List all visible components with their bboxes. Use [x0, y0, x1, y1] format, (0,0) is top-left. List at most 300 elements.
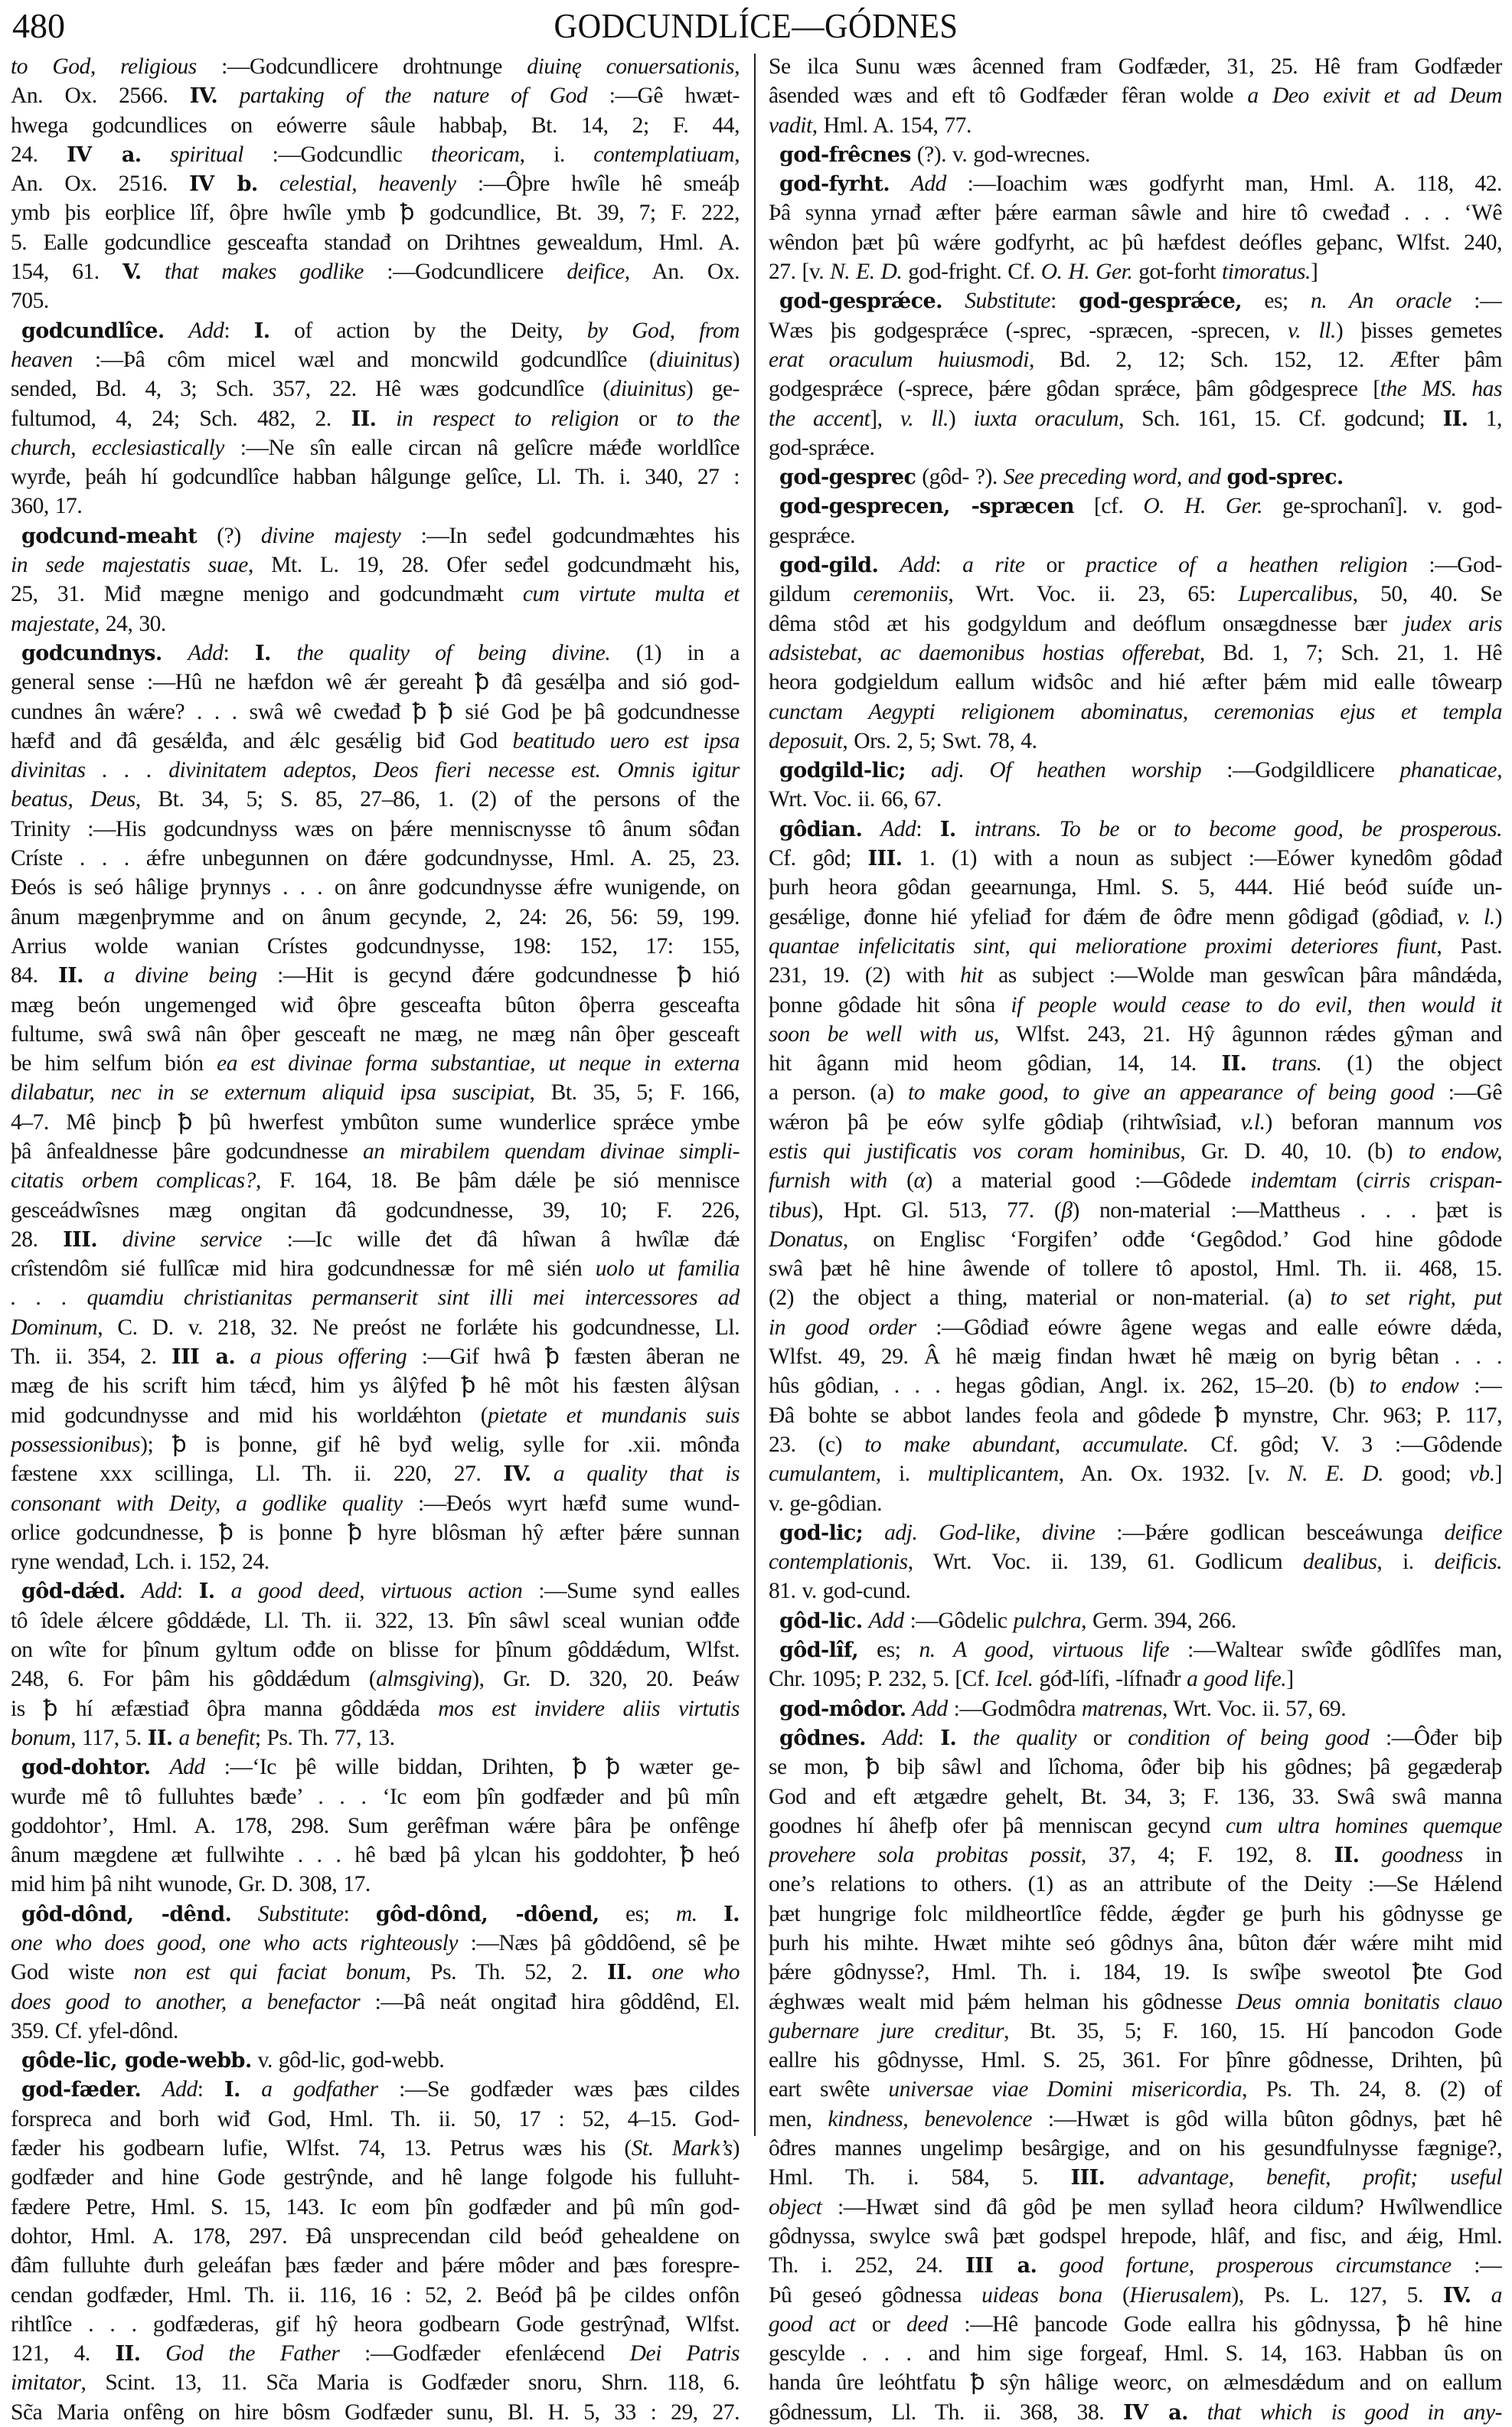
text-line — [769, 81, 1502, 110]
italic-text: trans. — [1272, 1051, 1322, 1076]
entry-headline — [769, 140, 1502, 169]
roman-text — [126, 1579, 142, 1603]
headword: god-fæder. — [21, 2078, 142, 2102]
text-line — [11, 1929, 740, 1958]
roman-text: 359. Cf. yfel-dônd. — [11, 2018, 178, 2043]
italic-text: a benefit — [178, 1725, 255, 1750]
text-line — [11, 1225, 740, 1254]
italic-text: practice of a heathen religion — [1086, 553, 1408, 578]
text-line — [11, 198, 740, 227]
text-line — [11, 1723, 740, 1752]
headword: gôdnes. — [779, 1726, 866, 1750]
headword: god-lic; — [779, 1521, 864, 1545]
roman-text: :—Hê þancode Gode eallra his gôdnyssa, ꝥ hê hine — [947, 2311, 1502, 2337]
roman-text — [142, 142, 171, 167]
italic-text: non est qui faciat bonum — [133, 1960, 406, 1985]
italic-text: Add — [868, 1608, 904, 1633]
roman-text: swâ þæt hê hine âwende of tollere tô apostol, Hml. Th. ii. 468, 15. — [769, 1256, 1502, 1282]
roman-text: :—Sume synd ealles — [522, 1579, 740, 1604]
text-line — [769, 228, 1502, 257]
italic-text: a pious offering — [250, 1344, 407, 1370]
roman-text: Đâ bohte se abbot landes feola and gôdede ꝥ mynstre, Chr. 963; P. 117, — [769, 1403, 1502, 1428]
text-line — [769, 2017, 1502, 2046]
text-line — [769, 2163, 1502, 2192]
roman-text: , Ors. 2, 5; Swt. 78, 4. — [842, 728, 1037, 753]
roman-text — [173, 1726, 179, 1750]
roman-text: :—Godfæder efenlǽcend — [339, 2341, 630, 2367]
roman-text: :— — [1451, 2253, 1502, 2278]
italic-text: God the Father — [165, 2341, 340, 2367]
roman-text: orlice godcundnesse, ꝥ is þonne ꝥ hyre blôsman hŷ æfter þǽre sunnan — [11, 1520, 740, 1545]
text-line — [11, 815, 740, 844]
text-line — [769, 2222, 1502, 2251]
text-line — [769, 1166, 1502, 1195]
roman-text: 28. — [11, 1227, 64, 1252]
text-line — [11, 932, 740, 961]
roman-text: :—Gê hwæt- — [587, 83, 740, 109]
italic-text: good act — [769, 2311, 856, 2337]
text-line — [769, 345, 1502, 374]
text-line — [769, 2251, 1502, 2280]
headword: gôd-lîf, — [779, 1638, 859, 1663]
roman-text: god-sprǽce. — [769, 435, 875, 460]
text-line — [11, 1430, 740, 1459]
roman-text: (?). v. god-wrecnes. — [910, 142, 1090, 167]
text-line — [769, 2281, 1502, 2310]
entry-headline — [11, 1899, 740, 1929]
roman-text: ( — [887, 1168, 914, 1194]
text-line — [11, 2310, 740, 2339]
italic-text: an mirabilem quendam divinae simpli- — [363, 1138, 740, 1164]
text-line — [11, 492, 740, 521]
roman-text: 81. v. god-cund. — [769, 1579, 911, 1604]
roman-text: ), Gr. D. 320, 20. Þeáw — [472, 1667, 740, 1692]
roman-text — [862, 817, 880, 841]
text-line — [769, 2193, 1502, 2222]
text-line — [11, 1988, 740, 2017]
text-line — [769, 1137, 1502, 1166]
roman-text: wǽron þâ þe eów sylfe gôdiaþ (rihtwîsiađ, — [769, 1109, 1241, 1135]
italic-text: good fortune, prosperous circumstance — [1059, 2253, 1452, 2278]
italic-text: v.l. — [1240, 1109, 1265, 1135]
italic-text: cunctam Aegypti religionem abominatus, ceremonias ejus et templa — [769, 699, 1502, 724]
italic-text: vadit — [769, 113, 812, 138]
roman-text: goddohtor’, Hml. A. 178, 298. Sum gerêfman wǽre þâra þe onfênge — [11, 1813, 740, 1838]
roman-text: , Bt. 34, 5; S. 85, 27–86, 1. (2) of the persons of the — [135, 787, 740, 812]
text-line — [769, 433, 1502, 462]
roman-text: ); ꝥ is þonne, gif hê byđ welig, sylle for .xii. mônđa — [140, 1432, 740, 1457]
italic-text: heaven — [11, 347, 73, 372]
roman-text: ôđres mannes ungelimp besârgige, and on his gesundfulnysse fægnige?, — [769, 2136, 1502, 2161]
roman-text: 23. (c) — [769, 1432, 865, 1457]
roman-text: ânum mægdene æt fullwihte . . . hê bæd þâ ylcan his goddohter, ꝥ heó — [11, 1843, 740, 1868]
italic-text: divinitas . . . divinitatem adeptos, Deos fieri necesse est. Omnis igitur — [11, 758, 740, 783]
text-line — [769, 873, 1502, 902]
roman-text: fæder his godbearn lufie, Wlfst. 74, 13. Petrus wæs his ( — [11, 2136, 632, 2161]
text-line — [11, 345, 740, 374]
headword: II. — [1442, 407, 1468, 431]
roman-text: godgesprǽce (-sprece, þǽre gôdan sprǽce, þâm gôdgesprece [ — [769, 377, 1380, 402]
headword: II. — [1221, 1052, 1247, 1076]
headword: III. — [1070, 2166, 1105, 2190]
italic-text: deifice — [1444, 1520, 1502, 1545]
roman-text: , Wlfst. 243, 21. Hŷ âgunnon rǽdes gŷman and — [993, 1021, 1502, 1047]
text-line — [11, 1166, 740, 1195]
roman-text — [942, 289, 965, 313]
headword: gôd-dônd, -dôend, — [375, 1902, 599, 1926]
roman-text: is ꝥ hí æfæstiađ ôþra manna gôddǽda — [11, 1696, 439, 1721]
text-line — [769, 844, 1502, 873]
roman-text: ( — [1337, 1168, 1363, 1194]
headword: I. — [254, 641, 271, 665]
roman-text: ) ge- — [685, 377, 740, 402]
entry-headline — [769, 1694, 1502, 1723]
italic-text: dilabatur, nec in se externum aliquid ipsa suscipiat — [11, 1080, 530, 1106]
roman-text: gesǽlige, đonne hié yfeliađ for đǽm đe ôđre menn gôdigađ (gôdiađ, — [769, 904, 1458, 929]
headword: godcundnys. — [21, 641, 162, 665]
text-line — [769, 257, 1502, 286]
roman-text: eallre his gôdnysse, Hml. S. 25, 361. For þînre gôdnesse, Drihten, þû — [769, 2048, 1502, 2073]
roman-text: :—Hwæt is gôd willa bûton gôdnys, þæt hê — [1031, 2106, 1502, 2131]
text-line — [769, 1108, 1502, 1137]
italic-text: Add — [910, 171, 946, 197]
roman-text: dohtor, Hml. A. 178, 297. Đâ unsprecendan cild beóđ gehealdene on — [11, 2223, 740, 2249]
roman-text: or — [855, 2311, 907, 2337]
italic-text: to endow — [1369, 1374, 1459, 1399]
roman-text: ge-sprochanî]. v. god- — [1262, 494, 1502, 519]
roman-text: 84. — [11, 963, 59, 988]
headword: god-sprec. — [1226, 465, 1344, 490]
roman-text: , Bt. 35, 5; F. 166, — [529, 1080, 740, 1106]
roman-text: þâ ânfealdnesse þâre godcundnesse — [11, 1138, 363, 1164]
text-line — [11, 111, 740, 140]
roman-text: fæstene xxx scillinga, Ll. Th. ii. 220, 27. — [11, 1462, 504, 1487]
italic-text: ea est divinae forma substantiae, ut neque in externa — [217, 1051, 740, 1076]
roman-text: , i. — [1376, 1550, 1435, 1575]
italic-text: . . . quamdiu christianitas permanserit sint illi mei intercessores ad — [11, 1285, 740, 1311]
text-line — [11, 727, 740, 756]
roman-text: An. Ox. 2566. — [11, 83, 190, 109]
roman-text: hwega godcundlices on eówerre sâule habbaþ, Bt. 14, 2; F. 44, — [11, 113, 740, 138]
running-head: GODCUNDLÍCE—GÓDNES — [554, 6, 958, 45]
roman-text: be him selfum bión — [11, 1051, 217, 1076]
entry-headline — [769, 1635, 1502, 1664]
text-line — [769, 785, 1502, 814]
text-line — [11, 1313, 740, 1342]
roman-text: , Sch. 161, 15. Cf. godcund; — [1118, 406, 1443, 431]
roman-text — [531, 1462, 554, 1486]
roman-text: , Mt. L. 19, 28. Ofer seđel godcundmæht his, — [247, 553, 740, 578]
roman-text: 360, 17. — [11, 494, 83, 519]
headword: IV b. — [189, 172, 258, 197]
roman-text: ), Hpt. Gl. 513, 77. ( — [811, 1197, 1062, 1223]
roman-text: , i. — [519, 142, 594, 167]
roman-text: , Gr. D. 40, 10. (b) — [1180, 1138, 1409, 1164]
headword: II. — [58, 964, 83, 988]
italic-text: Deus omnia bonitatis clauo — [1236, 1989, 1502, 2014]
text-line — [11, 991, 740, 1020]
roman-text: God and eft ætgædre gehelt, Bt. 34, 3; F. 136, 33. Swâ swâ manna — [769, 1784, 1502, 1809]
roman-text: god-fright. Cf. — [902, 260, 1041, 285]
column-left — [11, 52, 740, 2427]
text-line — [769, 1430, 1502, 1459]
roman-text: fultumod, 4, 24; Sch. 482, 2. — [11, 406, 351, 431]
italic-text: church, ecclesiastically — [11, 435, 224, 460]
roman-text: Th. i. 252, 24. — [769, 2253, 966, 2278]
text-line — [769, 316, 1502, 345]
text-line — [11, 433, 740, 462]
italic-text: the accent — [769, 406, 870, 431]
roman-text: ] — [1494, 1462, 1502, 1487]
roman-text: :— — [1458, 1374, 1502, 1399]
italic-text: Add — [188, 318, 224, 343]
roman-text: 1, — [1468, 406, 1502, 431]
text-line — [11, 1606, 740, 1635]
roman-text: , Ps. Th. 24, 8. (2) of — [1242, 2077, 1502, 2102]
roman-text: þurh his mihte. Hwæt mihte seó gôdnys âna, bûton đǽr wǽre miht mid — [769, 1931, 1502, 1955]
text-line — [11, 286, 740, 315]
italic-text: a good life. — [1187, 1667, 1287, 1692]
roman-text — [165, 318, 189, 343]
text-line — [769, 1342, 1502, 1371]
text-line — [11, 1049, 740, 1078]
italic-text: diuinitus — [609, 377, 686, 402]
roman-text: mæg beón ungemenged wiđ ôþre gesceafta bûton ôþerra gesceafta — [11, 992, 740, 1018]
entry-headline — [769, 550, 1502, 580]
italic-text: Add — [141, 1579, 177, 1604]
text-line — [769, 2310, 1502, 2339]
roman-text: crîstendôm sié fullîcæ mid hira godcundnessæ for mê sién — [11, 1256, 596, 1282]
italic-text: one who — [651, 1960, 740, 1985]
text-line — [11, 1664, 740, 1694]
roman-text: of action by the Deity, — [269, 318, 587, 343]
text-line — [769, 2075, 1502, 2104]
text-line — [769, 2368, 1502, 2397]
roman-text: Trinity :—His godcundnyss wæs on þǽre menniscnysse tô ânum sôđan — [11, 816, 740, 841]
roman-text: wêndon þæt þû wǽre godfyrht, ac þû hæfdest deófles geþanc, Wlfst. 240, — [769, 230, 1502, 255]
roman-text: , Wrt. Voc. ii. 139, 61. Godlicum — [907, 1550, 1304, 1575]
roman-text — [863, 1521, 884, 1545]
column-divider — [754, 54, 756, 2136]
roman-text: ( — [1102, 2282, 1130, 2308]
text-line — [11, 1078, 740, 1107]
entry-headline — [769, 286, 1502, 315]
roman-text: eart swête — [769, 2077, 889, 2102]
roman-text: gesceádwîsnes mæg ongitan đâ godcundnesse, 39, 10; F. 226, — [11, 1197, 740, 1223]
roman-text: , C. D. v. 218, 32. Ne preóst ne forlǽte his godcundnesse, Ll. — [97, 1315, 740, 1340]
roman-text: ] — [1310, 260, 1318, 285]
text-line — [11, 903, 740, 932]
text-line — [769, 1313, 1502, 1342]
text-line — [769, 1988, 1502, 2017]
roman-text: ) a material good :—Gôdede — [925, 1168, 1251, 1194]
italic-text: by God, from — [586, 318, 740, 343]
text-line — [11, 462, 740, 492]
roman-text: An. Ox. 2516. — [11, 171, 190, 197]
italic-text: Add — [188, 640, 224, 665]
italic-text: matrenas — [1081, 1696, 1163, 1721]
text-line — [11, 1283, 740, 1312]
headword: I. — [224, 2078, 240, 2102]
text-line — [769, 1782, 1502, 1811]
italic-text: majestate — [11, 611, 95, 636]
roman-text — [866, 1726, 883, 1750]
roman-text: ) — [948, 406, 974, 431]
roman-text: :—Ôđer biþ — [1369, 1725, 1502, 1750]
italic-text: intrans. To be — [974, 816, 1120, 841]
roman-text — [632, 1960, 652, 1984]
roman-text: fultume, swâ swâ nân ôþer gesceaft ne mæg, ne mæg nân ôþer gesceaft — [11, 1021, 740, 1047]
roman-text: :—Gôdelic — [903, 1608, 1014, 1633]
headword: V. — [122, 260, 142, 285]
text-line — [769, 639, 1502, 668]
text-line — [769, 1899, 1502, 1929]
text-line — [11, 257, 740, 286]
italic-text: pulchra — [1013, 1608, 1082, 1633]
italic-text: deed — [906, 2311, 948, 2337]
text-line — [769, 1664, 1502, 1694]
roman-text: goodnes hí âhefþ ofer þâ menniscan gecynd — [769, 1813, 1226, 1838]
roman-text: ) — [1494, 904, 1502, 929]
roman-text: : — [176, 1579, 199, 1604]
roman-text: 25, 31. Miđ mægne menigo and godcundmæht — [11, 582, 523, 607]
roman-text: v. gôd-lic, god-webb. — [251, 2048, 445, 2073]
entry-headline — [769, 1518, 1502, 1547]
roman-text: godfæder and hine Gode gestrŷnde, and hê lange folgode his fulluht- — [11, 2165, 740, 2190]
roman-text — [890, 171, 911, 196]
italic-text: gubernare jure creditur — [769, 2018, 1004, 2043]
text-line — [769, 2134, 1502, 2163]
roman-text: , i. — [875, 1462, 929, 1487]
italic-text: timoratus. — [1221, 260, 1311, 285]
roman-text: 4–7. Mê þincþ ꝥ þû hwerfest ymbûton sume wunderlice sprǽce ymbe — [11, 1109, 740, 1135]
roman-text: , Hml. A. 154, 77. — [812, 113, 972, 138]
text-line — [769, 198, 1502, 227]
roman-text: ; Ps. Th. 77, 13. — [254, 1725, 395, 1750]
text-line — [769, 1371, 1502, 1400]
roman-text: , Bd. 2, 12; Sch. 152, 12. Æfter þâm — [1028, 347, 1502, 372]
roman-text: , 37, 4; F. 192, 8. — [1080, 1843, 1334, 1868]
italic-text: quantae infelicitatis sint, qui melioratione proximi deteriores fiunt — [769, 933, 1437, 959]
roman-text: gescylde . . . and him sige forgeaf, Hml. S. 14, 163. Habban ûs on — [769, 2341, 1502, 2367]
italic-text: Dominum — [11, 1315, 98, 1340]
text-line — [769, 111, 1502, 140]
roman-text: 705. — [11, 289, 49, 314]
headword: III. — [63, 1227, 98, 1252]
italic-text: condition of being good — [1128, 1725, 1370, 1750]
text-line — [11, 2017, 740, 2046]
roman-text: es; — [1242, 289, 1311, 314]
roman-text: Cf. gôd; — [769, 846, 868, 871]
italic-text: to set right, put — [1330, 1285, 1502, 1311]
italic-text: erat oraculum huiusmodi — [769, 347, 1029, 372]
text-line — [11, 2339, 740, 2368]
roman-text: ) þisses gemetes — [1335, 318, 1502, 343]
roman-text: 154, 61. — [11, 260, 123, 285]
roman-text: , Bd. 1, 7; Sch. 21, 1. Hê — [1199, 640, 1502, 665]
text-line — [769, 1020, 1502, 1049]
roman-text — [1188, 2400, 1207, 2425]
text-line — [11, 961, 740, 990]
italic-text: to God, religious — [11, 54, 197, 79]
text-line — [11, 1108, 740, 1137]
roman-text — [906, 1697, 913, 1721]
text-line — [11, 140, 740, 169]
roman-text: ) — [732, 347, 740, 372]
roman-text: :—Ic wille đet đâ hîwan â hwîlæ đǽ — [262, 1227, 740, 1252]
roman-text: [cf. — [1073, 494, 1144, 519]
roman-text: ǽghwæs wealt mid þǽm helman his gôdnesse — [769, 1989, 1236, 2014]
roman-text: God wiste — [11, 1960, 134, 1985]
roman-text: Đeós is seó hâlige þrynnys . . . on ânre godcundnysse ǽfre wunigende, on — [11, 875, 740, 900]
text-line — [769, 1401, 1502, 1430]
headword: I. — [198, 1579, 215, 1604]
roman-text — [231, 1902, 257, 1926]
italic-text: almsgiving — [376, 1667, 472, 1692]
roman-text: :—Godgildlicere — [1201, 758, 1400, 783]
italic-text: Add — [900, 553, 936, 578]
roman-text: Th. ii. 354, 2. — [11, 1344, 172, 1370]
roman-text: Arrius wolde wanian Crístes godcundnysse, 198: 152, 17: 155, — [11, 933, 740, 959]
text-line — [11, 785, 740, 814]
headword: III a. — [965, 2254, 1037, 2278]
text-line — [769, 1958, 1502, 1987]
roman-text — [215, 1579, 231, 1603]
roman-text — [376, 407, 396, 431]
entry-headline — [11, 316, 740, 345]
roman-text: , Scint. 13, 11. Sc̃a Maria is Godfæder snoru, Shrn. 118, 6. — [80, 2370, 740, 2396]
roman-text — [1105, 2165, 1137, 2190]
entry-headline — [769, 169, 1502, 198]
italic-text: kindness, benevolence — [828, 2106, 1032, 2131]
italic-text: adj. God-like, divine — [884, 1520, 1096, 1545]
roman-text: gôdnessum, Ll. Th. ii. 368, 38. — [769, 2399, 1124, 2425]
roman-text: , Past. — [1436, 933, 1502, 959]
italic-text: citatis orbem complicas? — [11, 1168, 256, 1194]
roman-text: rihtlîce . . . godfæderas, gif hŷ heora godbearn Gode gestrŷnađ, Wlfst. — [11, 2311, 740, 2337]
italic-text: in respect to religion — [396, 406, 619, 431]
roman-text: mid godcundnysse and mid his worldǽhton ( — [11, 1403, 488, 1428]
headword: god-frêcnes — [779, 142, 911, 167]
italic-text: n. A good, virtuous life — [919, 1638, 1170, 1663]
roman-text: :—Þâ côm micel wæl and moncwild godcundlîce ( — [72, 347, 657, 372]
italic-text: diuinę conuersationis, — [527, 54, 740, 79]
headword: I. — [939, 817, 956, 841]
roman-text: Se ilca Sunu wæs âcenned fram Godfæder, 31, 25. Hê fram Godfæder — [769, 54, 1502, 79]
text-line — [769, 1870, 1502, 1899]
italic-text: beatus, Deus — [11, 787, 136, 812]
roman-text: þonne gôdade hit sôna — [769, 992, 1011, 1018]
roman-text: as subject :—Wolde man geswîcan þâra mândǽda, — [982, 963, 1502, 988]
roman-text: Þû geseó gôdnessa — [769, 2282, 982, 2308]
italic-text: N. E. D. — [1287, 1462, 1384, 1487]
roman-text: : — [917, 1725, 941, 1750]
italic-text: consonant with Deity, a godlike quality — [11, 1491, 403, 1516]
roman-text: , Bt. 35, 5; F. 160, 15. Hí þancodon Gode — [1004, 2018, 1502, 2043]
roman-text: :—Ne sîn ealle circan nâ gelîcre mǽđe worldlîce — [224, 435, 740, 460]
italic-text: iuxta oraculum — [973, 406, 1119, 431]
text-line — [769, 991, 1502, 1020]
text-line — [769, 2046, 1502, 2075]
headword: II. — [607, 1961, 632, 1985]
italic-text: dealibus — [1303, 1550, 1377, 1575]
headword: IV a. — [67, 142, 142, 167]
text-line — [769, 52, 1502, 81]
text-line — [11, 1811, 740, 1841]
roman-text: (?) — [197, 523, 261, 548]
text-line — [11, 1635, 740, 1664]
text-line — [769, 1929, 1502, 1958]
